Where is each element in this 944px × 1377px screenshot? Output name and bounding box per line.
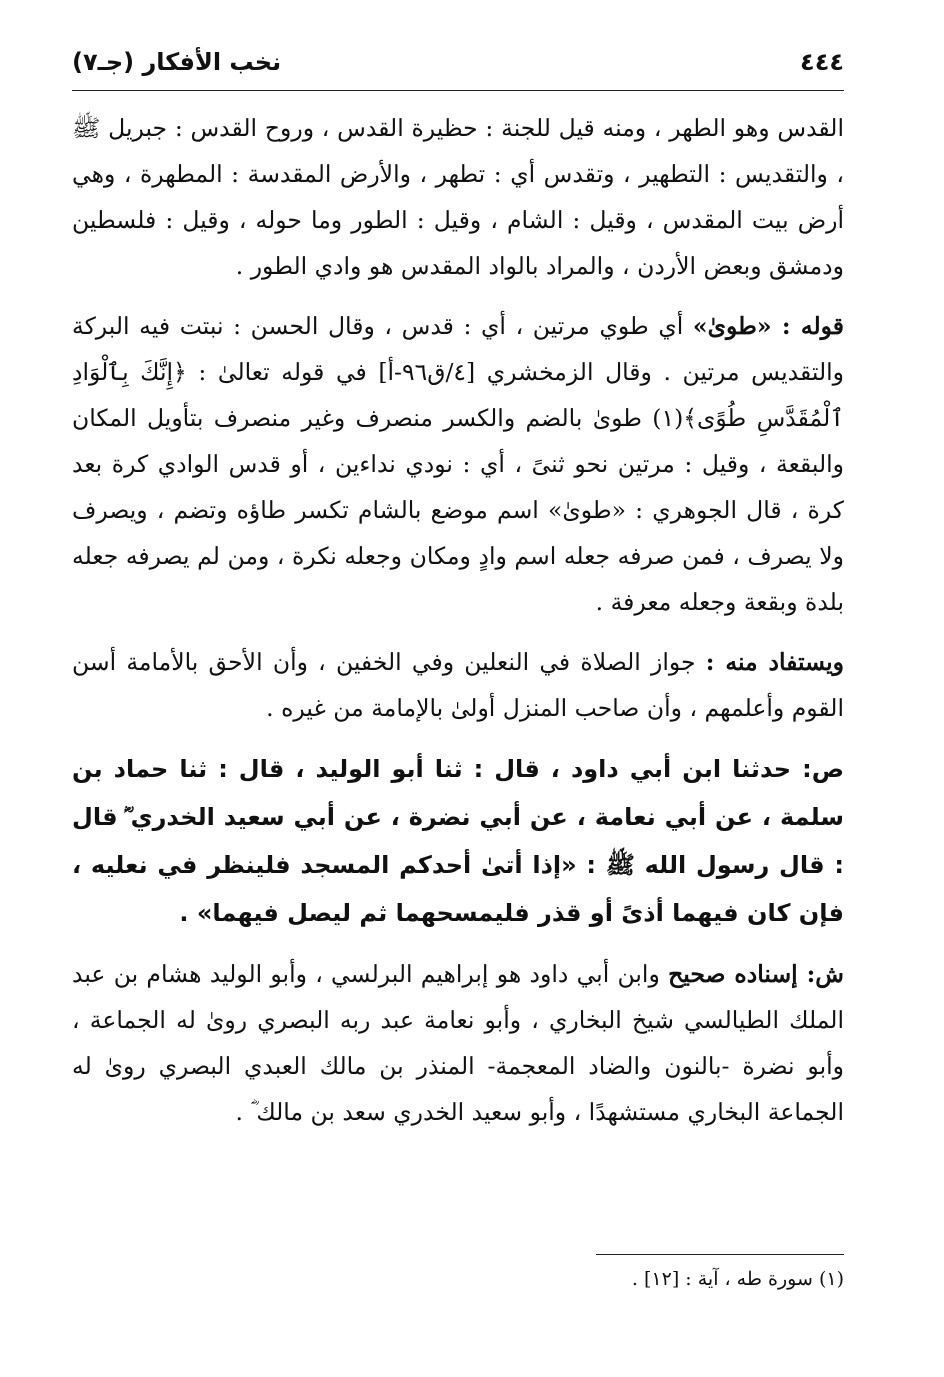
- book-page: [72, 40, 845, 1290]
- paragraph-tuwa: [72, 303, 844, 625]
- hadith-text: ص: حدثنا ابن أبي داود ، قال : ثنا أبو الوليد ، قال : ثنا حماد بن سلمة ، عن أبي نعامة ، عن أبي نضرة ، عن أبي سعيد الخدري ؓ قال : قال رسول الله ﷺ : «إذا أتىٰ أحدكم المسجد فلينظر في نعليه ، فإن كان فيهما أذىً أو قذر فليمسحهما ثم ليصل فيهما» .: [72, 755, 844, 927]
- page-body: [72, 105, 844, 1135]
- commentary-lead: ش: إسناده صحيح: [668, 960, 844, 988]
- paragraph-benefits: [72, 639, 844, 731]
- paragraph-text: أي طوي مرتين ، أي : قدس ، وقال الحسن : نبتت فيه البركة والتقديس مرتين . وقال الزمخشري [٤/ق٩٦-أ] في قوله تعالىٰ : ﴿إِنَّكَ بِٱلْوَادِ ٱلْمُقَدَّسِ طُوًى﴾(١) طوىٰ بالضم والكسر منصرف وغير منصرف بتأويل المكان والبقعة ، وقيل : مرتين نحو ثنىً ، أي : نودي نداءين ، أو قدس الوادي كرة بعد كرة ، قال الجوهري : «طوىٰ» اسم موضع بالشام تكسر طاؤه وتضم ، ويصرف ولا يصرف ، فمن صرفه جعله اسم وادٍ ومكان وجعله نكرة ، ومن لم يصرفه جعله بلدة وبقعة وجعله معرفة .: [72, 312, 845, 616]
- commentary-text: وابن أبي داود هو إبراهيم البرلسي ، وأبو الوليد هشام بن عبد الملك الطيالسي شيخ البخاري ، وأبو نعامة عبد ربه البصري روىٰ له الجماعة ، وأبو نضرة -بالنون والضاد المعجمة- المنذر بن مالك العبدي البصري روىٰ له الجماعة البخاري مستشهدًا ، وأبو سعيد الخدري سعد بن مالك ؓ .: [72, 960, 844, 1126]
- paragraph-lead: ويستفاد منه :: [705, 648, 844, 676]
- paragraph-quds: [72, 105, 844, 289]
- footnote: (١) سورة طه ، آية : [١٢] .: [631, 1268, 844, 1290]
- commentary-paragraph: [72, 951, 844, 1135]
- page-header: [72, 40, 844, 84]
- paragraph-lead: قوله : «طوىٰ»: [692, 312, 844, 340]
- paragraph-text: جواز الصلاة في النعلين وفي الخفين ، وأن الأحق بالأمامة أسن القوم وأعلمهم ، وأن صاحب المنزل أولىٰ بالإمامة من غيره .: [72, 648, 844, 722]
- footnote-rule: [596, 1254, 844, 1255]
- running-title: نخب الأفكار (جـ٧): [72, 48, 282, 76]
- header-rule: [72, 90, 844, 91]
- page-number: ٤٤٤: [800, 48, 844, 76]
- paragraph-text: القدس وهو الطهر ، ومنه قيل للجنة : حظيرة القدس ، وروح القدس : جبريل ﷺ ، والتقديس : التطهير ، وتقدس أي : تطهر ، والأرض المقدسة : المطهرة ، وهي أرض بيت المقدس ، وقيل : الشام ، وقيل : الطور وما حوله ، وقيل : فلسطين ودمشق وبعض الأردن ، والمراد بالواد المقدس هو وادي الطور .: [72, 114, 844, 280]
